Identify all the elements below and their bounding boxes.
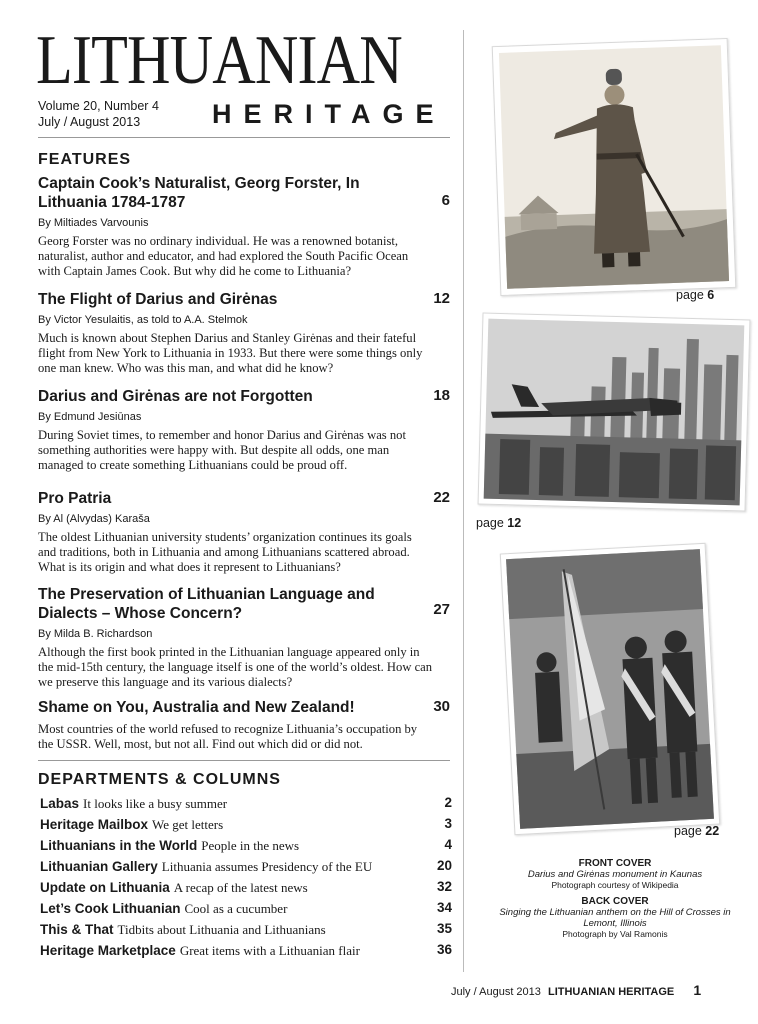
- magazine-title: LITHUANIAN: [36, 22, 402, 99]
- feature-article[interactable]: [38, 387, 450, 473]
- department-page-number: 36: [436, 942, 452, 957]
- article-title[interactable]: Shame on You, Australia and New Zealand!: [38, 699, 355, 716]
- photo-historical-figure[interactable]: [492, 38, 737, 296]
- article-description: Much is known about Stephen Darius and Stanley Girėnas and their fateful flight from New York to Lithuania in 1933. But there were some things only one man knew. Who was this man, and what did he know?: [38, 331, 423, 375]
- department-name[interactable]: Lithuanian Gallery: [40, 859, 158, 874]
- back-cover-heading: BACK COVER: [581, 896, 649, 907]
- feature-article[interactable]: [38, 174, 450, 279]
- department-name[interactable]: Labas: [40, 796, 80, 811]
- department-page-number: 3: [444, 816, 452, 831]
- article-byline: By Edmund Jesiūnas: [38, 411, 142, 423]
- back-cover-photo-credit: Photograph by Val Ramonis: [562, 929, 668, 939]
- department-page-number: 20: [436, 858, 452, 873]
- department-description: Tidbits about Lithuania and Lithuanians: [117, 922, 326, 937]
- footer-page-number: 1: [693, 982, 702, 998]
- back-cover-description: Singing the Lithuanian anthem on the Hill of Crosses in Lemont, Illinois: [499, 907, 731, 929]
- feature-article[interactable]: [38, 585, 450, 690]
- department-description: Lithuania assumes Presidency of the EU: [161, 859, 373, 874]
- article-page-number: 22: [433, 489, 450, 506]
- department-row[interactable]: [40, 837, 452, 858]
- department-page-number: 35: [436, 921, 452, 936]
- page-footer: [451, 982, 701, 998]
- departments-heading: DEPARTMENTS & COLUMNS: [38, 771, 281, 788]
- article-byline: By Victor Yesulaitis, as told to A.A. Stelmok: [38, 314, 248, 326]
- department-page-number: 32: [436, 879, 452, 894]
- column-divider: [463, 30, 464, 972]
- article-byline: By Miltiades Varvounis: [38, 217, 149, 229]
- issue-date: July / August 2013: [38, 115, 141, 129]
- feature-article[interactable]: [38, 698, 450, 752]
- front-cover-credit: [482, 858, 748, 891]
- front-cover-photo-credit: Photograph courtesy of Wikipedia: [551, 880, 679, 890]
- front-cover-description: Darius and Girėnas monument in Kaunas: [527, 869, 703, 880]
- department-name[interactable]: This & That: [40, 922, 114, 937]
- department-row[interactable]: [40, 795, 452, 816]
- department-description: Cool as a cucumber: [184, 901, 288, 916]
- department-page-number: 2: [444, 795, 452, 810]
- department-name[interactable]: Lithuanians in the World: [40, 838, 198, 853]
- department-name[interactable]: Update on Lithuania: [40, 880, 170, 895]
- department-description: We get letters: [152, 817, 224, 832]
- article-page-number: 6: [441, 192, 450, 209]
- department-row[interactable]: [40, 816, 452, 837]
- department-row[interactable]: [40, 900, 452, 921]
- magazine-subtitle: HERITAGE: [212, 99, 446, 129]
- features-heading: FEATURES: [38, 151, 132, 168]
- article-description: The oldest Lithuanian university students’ organization continues its goals and traditions, both in Lithuania and among Lithuanians scattered abroad. What is its origin and what does it represent to Lithuanians?: [38, 530, 412, 574]
- department-row[interactable]: [40, 879, 452, 900]
- article-description: Although the first book printed in the Lithuanian language appeared only in the mid-15th century, the language itself is one of the world’s oldest. How can we preserve this language and its various dialects?: [38, 645, 433, 689]
- section-divider: [38, 760, 450, 761]
- front-cover-heading: FRONT COVER: [578, 858, 652, 869]
- photo-caption: page 12: [476, 516, 522, 530]
- department-description: A recap of the latest news: [173, 880, 308, 895]
- department-page-number: 34: [436, 900, 452, 915]
- article-page-number: 30: [433, 698, 450, 715]
- photo-caption: page 22: [674, 824, 720, 838]
- department-name[interactable]: Heritage Marketplace: [40, 943, 176, 958]
- footer-magazine-name: LITHUANIAN HERITAGE: [547, 986, 675, 998]
- issue-volume: Volume 20, Number 4: [38, 99, 159, 113]
- article-title[interactable]: Captain Cook’s Naturalist, Georg Forster, In Lithuania 1784-1787: [38, 175, 360, 211]
- article-title[interactable]: Darius and Girėnas are not Forgotten: [38, 388, 313, 405]
- article-description: Most countries of the world refused to recognize Lithuania’s occupation by the USSR. Well, most, but not all. Find out which did or did not.: [38, 722, 418, 751]
- department-name[interactable]: Heritage Mailbox: [40, 817, 149, 832]
- article-byline: By Milda B. Richardson: [38, 628, 153, 640]
- footer-date: July / August 2013: [451, 986, 541, 998]
- department-page-number: 4: [444, 837, 452, 852]
- photo-flag-procession[interactable]: [500, 543, 720, 835]
- article-description: During Soviet times, to remember and honor Darius and Girėnas was not something authorities were happy with. But despite all odds, one man managed to create something Lithuanians could be proud off.: [38, 428, 406, 472]
- article-page-number: 12: [433, 290, 450, 307]
- department-row[interactable]: [40, 942, 452, 963]
- department-name[interactable]: Let’s Cook Lithuanian: [40, 901, 181, 916]
- photo-airplane-over-city[interactable]: [478, 313, 751, 512]
- article-title[interactable]: The Flight of Darius and Girėnas: [38, 291, 278, 308]
- feature-article[interactable]: [38, 489, 450, 575]
- article-page-number: 18: [433, 387, 450, 404]
- back-cover-credit: [482, 896, 748, 940]
- photo-caption: page 6: [676, 288, 715, 302]
- department-description: Great items with a Lithuanian flair: [179, 943, 360, 958]
- department-row[interactable]: [40, 921, 452, 942]
- department-description: It looks like a busy summer: [83, 796, 228, 811]
- masthead-divider: [38, 137, 450, 138]
- feature-article[interactable]: [38, 290, 450, 376]
- department-description: People in the news: [201, 838, 300, 853]
- article-byline: By Al (Alvydas) Karaša: [38, 513, 150, 525]
- article-page-number: 27: [433, 601, 450, 618]
- article-title[interactable]: Pro Patria: [38, 490, 112, 507]
- article-description: Georg Forster was no ordinary individual. He was a renowned botanist, naturalist, author and educator, and had explored the South Pacific Ocean with Captain James Cook. But why did he come to Lithuania?: [38, 234, 409, 278]
- article-title[interactable]: The Preservation of Lithuanian Language and Dialects – Whose Concern?: [38, 586, 375, 622]
- department-row[interactable]: [40, 858, 452, 879]
